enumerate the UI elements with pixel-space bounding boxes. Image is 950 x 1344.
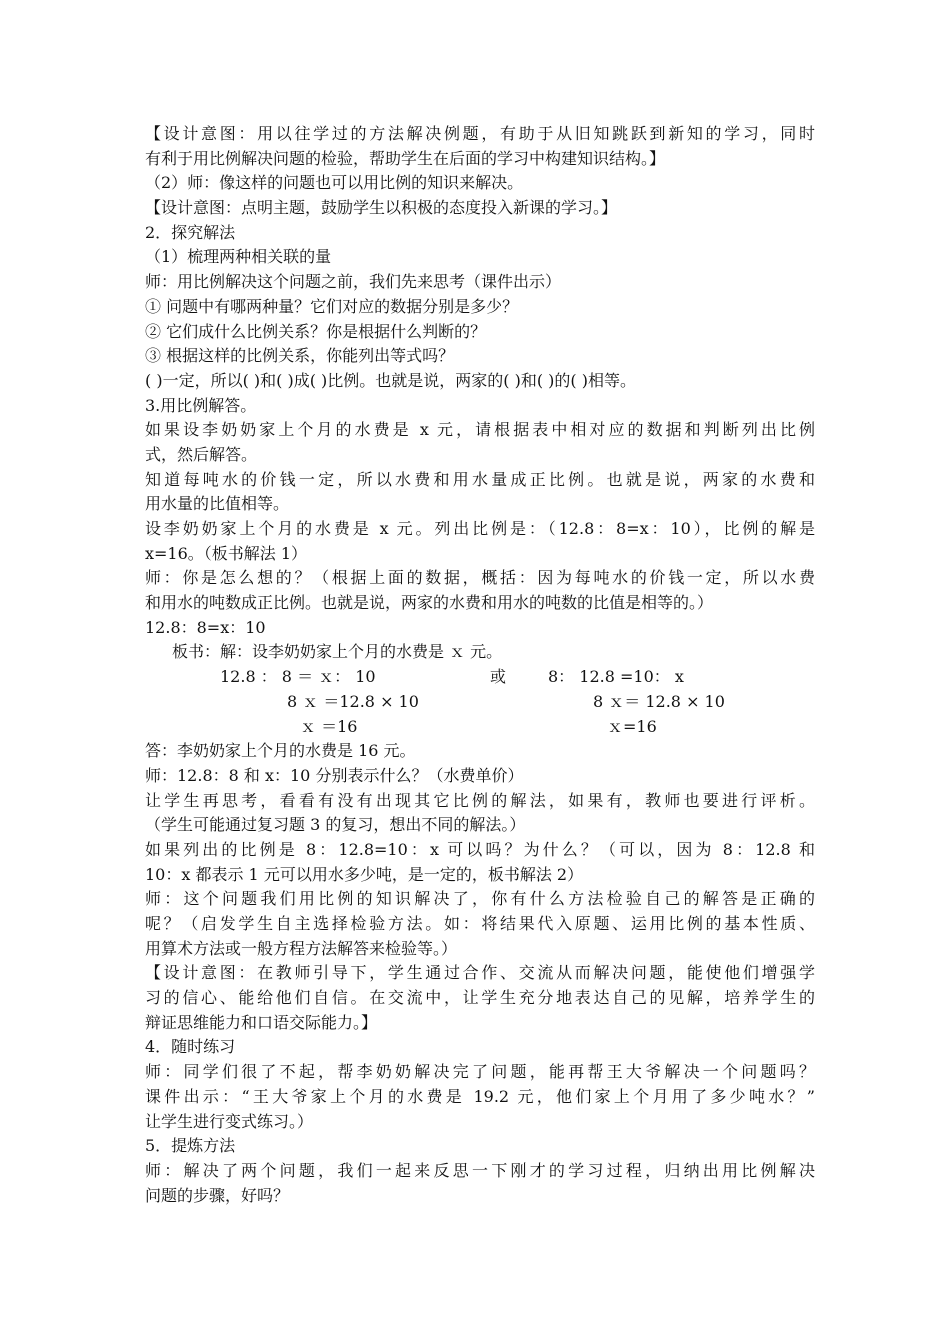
document-body [145,122,815,1208]
board-heading: 板书：解：设李奶奶家上个月的水费是 ｘ 元。 [172,642,503,662]
verification-line-2: 呢？（启发学生自主选择检验方法。如：将结果代入原题、运用比例的基本性质、 [145,914,815,933]
board-step-right: 8 ｘ＝ 12.8 × 10 [593,691,725,711]
student-note: （学生可能通过复习题 3 的复习，想出不同的解法。） [145,815,526,835]
design-intent-1-line-2: 有利于用比例解决问题的检验，帮助学生在后面的学习中构建知识结构。】 [145,148,666,168]
fill-in-blank-sentence: ( )一定，所以( )和( )成( )比例。也就是说，两家的( )和( )的( )相等。 [145,370,636,390]
board-equation-left: 12.8 ： 8 ＝ ｘ： 10 [220,667,376,687]
subsection-heading-1: （1）梳理两种相关联的量 [145,247,332,267]
section-heading-5: 5．提炼方法 [145,1136,236,1156]
design-intent-2: 【设计意图：点明主题，鼓励学生以积极的态度投入新课的学习。】 [145,198,618,218]
section-heading-2: 2．探究解法 [145,222,236,242]
teacher-remark-2: （2）师：像这样的问题也可以用比例的知识来解决。 [145,173,524,193]
verification-line-1: 师：这个问题我们用比例的知识解决了，你有什么方法检验自己的解答是正确的 [145,889,815,909]
summary-line-1: 师：解决了两个问题，我们一起来反思一下刚才的学习过程，归纳出用比例解决 [145,1160,815,1180]
section-heading-4: 4．随时练习 [145,1037,236,1057]
teacher-question-line-1: 师：你是怎么想的？（根据上面的数据，概括：因为每吨水的价钱一定，所以水费 [145,568,815,588]
verification-line-3: 用算术方法或一般方程方法解答来检验等。） [145,938,458,958]
design-intent-3-line-3: 辩证思维能力和口语交际能力。】 [145,1012,378,1032]
teacher-question-meaning: 师：12.8：8 和 x：10 分别表示什么？（水费单价） [145,765,524,785]
teacher-prompt: 师：用比例解决这个问题之前，我们先来思考（课件出示） [145,272,562,292]
alternative-line-1: 如果列出的比例是 8：12.8=10：x 可以吗？为什么？（可以，因为 8：12.8 和 [145,839,815,859]
board-result-left: ｘ ＝16 [300,716,358,736]
alternative-line-2: 10：x 都表示 1 元可以用水多少吨，是一定的，板书解法 2） [145,864,584,884]
board-or: 或 [490,667,507,687]
reasoning-line-2: 用水量的比值相等。 [145,494,290,514]
board-result-right: ｘ=16 [607,716,657,736]
board-row-2 [145,690,815,715]
practice-line-3: 让学生进行变式练习。） [145,1111,314,1131]
proportion-line-2: x=16。（板书解法 1） [145,543,308,563]
question-1: ① 问题中有哪两种量？它们对应的数据分别是多少？ [145,296,519,316]
design-intent-3-line-2: 习的信心、能给他们自信。在交流中，让学生充分地表达自己的见解，培养学生的 [145,988,815,1008]
practice-line-2: 课件出示：“王大爷家上个月的水费是 19.2 元，他们家上个月用了多少吨水？” [145,1086,815,1106]
board-row-3 [145,715,815,740]
board-step-left: 8 ｘ ＝12.8 × 10 [287,691,419,711]
task-line-1: 如果设李奶奶家上个月的水费是 x 元，请根据表中相对应的数据和判断列出比例 [145,420,815,440]
proportion-line-1: 设李奶奶家上个月的水费是 x 元。列出比例是：（12.8：8=x：10），比例的解是 [145,519,815,538]
board-row-1 [145,665,815,690]
summary-line-2: 问题的步骤，好吗？ [145,1185,290,1205]
question-3: ③ 根据这样的比例关系，你能列出等式吗？ [145,346,455,366]
section-heading-3: 3.用比例解答。 [145,395,257,415]
board-equation-right: 8： 12.8 =10： x [548,667,684,687]
rethink-line: 让学生再思考，看看有没有出现其它比例的解法，如果有，教师也要进行评析。 [145,790,815,810]
design-intent-1-line-1: 【设计意图：用以往学过的方法解决例题，有助于从旧知跳跃到新知的学习，同时 [145,124,815,143]
question-2: ② 它们成什么比例关系？你是根据什么判断的？ [145,321,487,341]
reasoning-line-1: 知道每吨水的价钱一定，所以水费和用水量成正比例。也就是说，两家的水费和 [145,469,815,489]
teacher-question-line-2: 和用水的吨数成正比例。也就是说，两家的水费和用水的吨数的比值是相等的。） [145,593,714,613]
answer-line: 答：李奶奶家上个月的水费是 16 元。 [145,741,416,761]
task-line-2: 式，然后解答。 [145,444,258,464]
design-intent-3-line-1: 【设计意图：在教师引导下，学生通过合作、交流从而解决问题，能使他们增强学 [145,963,815,983]
practice-line-1: 师：同学们很了不起，帮李奶奶解决完了问题，能再帮王大爷解决一个问题吗？ [145,1062,815,1082]
proportion-equation: 12.8：8=x：10 [145,617,266,637]
